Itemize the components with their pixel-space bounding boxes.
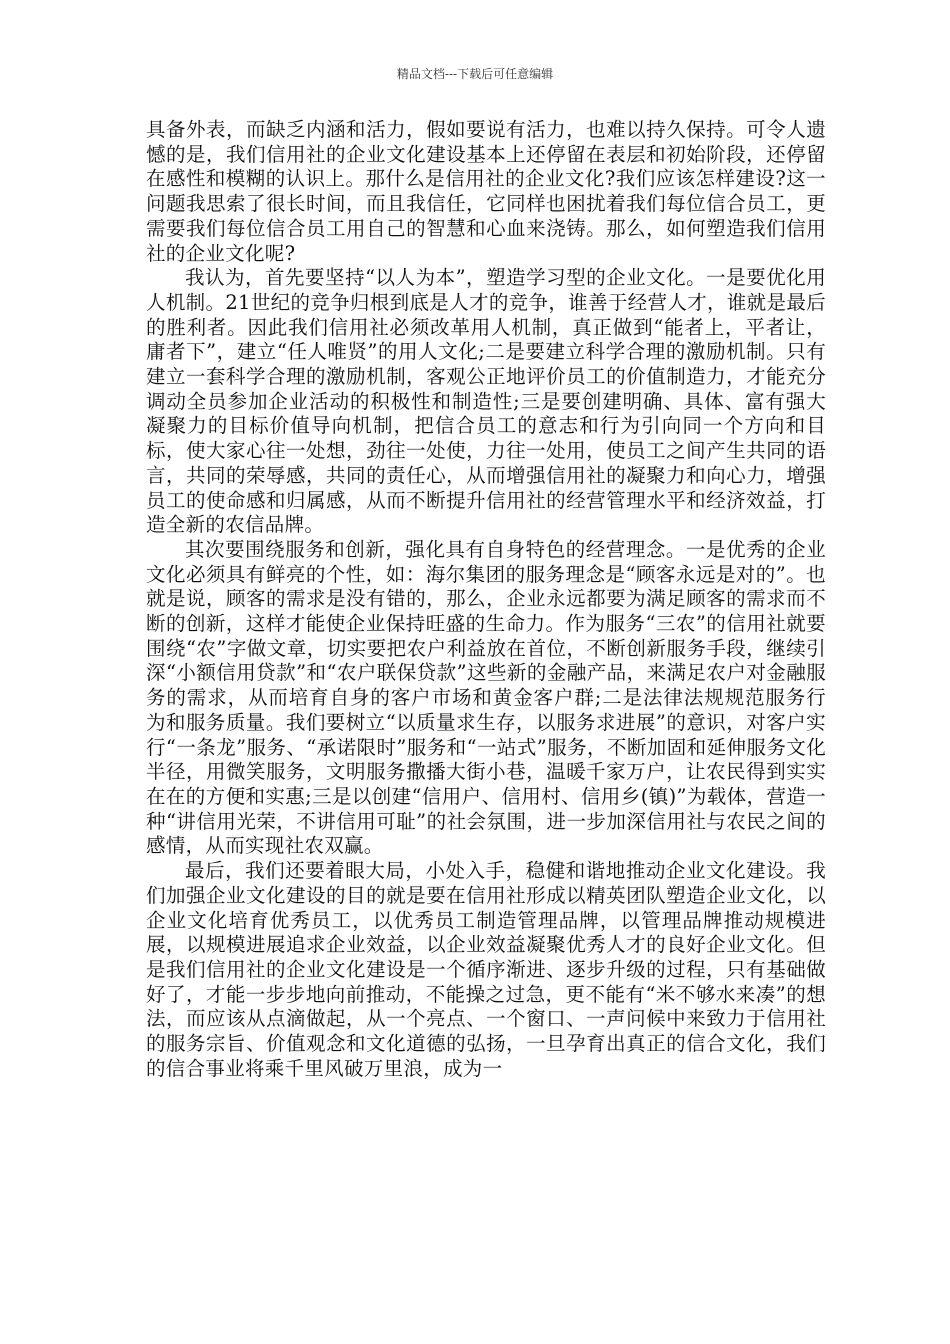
page-header: 精品文档---下载后可任意编辑 — [396, 67, 554, 81]
document-body — [146, 118, 826, 1081]
paragraph-2: 我认为，首先要坚持“以人为本”，塑造学习型的企业文化。一是要优化用人机制。21世纪的竞争归根到底是人才的竞争，谁善于经营人才，谁就是最后的胜利者。因此我们信用社必须改革用人机制，真正做到“能者上，平者让，庸者下”，建立“任人唯贤”的用人文化;二是要建立科学合理的激励机制。只有建立一套科学合理的激励机制，客观公正地评价员工的价值制造力，才能充分调动全员参加企业活动的积极性和制造性;三是要创建明确、具体、富有强大凝聚力的目标价值导向机制，把信合员工的意志和行为引向同一个方向和目标，使大家心往一处想，劲往一处使，力往一处用，使员工之间产生共同的语言，共同的荣辱感，共同的责任心，从而增强信用社的凝聚力和向心力，增强员工的使命感和归属感，从而不断提升信用社的经营管理水平和经济效益，打造全新的农信品牌。 — [146, 266, 826, 537]
paragraph-3: 其次要围绕服务和创新，强化具有自身特色的经营理念。一是优秀的企业文化必须具有鲜亮的个性，如：海尔集团的服务理念是“顾客永远是对的”。也就是说，顾客的需求是没有错的，那么，企业永远都要为满足顾客的需求而不断的创新，这样才能使企业保持旺盛的生命力。作为服务“三农”的信用社就要围绕“农”字做文章，切实要把农户利益放在首位，不断创新服务手段，继续引深“小额信用贷款”和“农户联保贷款”这些新的金融产品，来满足农户对金融服务的需求，从而培育自身的客户市场和黄金客户群;二是法律法规规范服务行为和服务质量。我们要树立“以质量求生存，以服务求进展”的意识，对客户实行“一条龙”服务、“承诺限时”服务和“一站式”服务，不断加固和延伸服务文化半径，用微笑服务，文明服务撒播大街小巷，温暖千家万户，让农民得到实实在在的方便和实惠;三是以创建“信用户、信用村、信用乡(镇)”为载体，营造一种“讲信用光荣，不讲信用可耻”的社会氛围，进一步加深信用社与农民之间的感情，从而实现社农双赢。 — [146, 537, 826, 858]
paragraph-1: 具备外表，而缺乏内涵和活力，假如要说有活力，也难以持久保持。可令人遗憾的是，我们信用社的企业文化建设基本上还停留在表层和初始阶段，还停留在感性和模糊的认识上。那什么是信用社的企业文化?我们应该怎样建设?这一问题我思索了很长时间，而且我信任，它同样也困扰着我们每位信合员工，更需要我们每位信合员工用自己的智慧和心血来浇铸。那么，如何塑造我们信用社的企业文化呢? — [146, 118, 826, 265]
paragraph-4: 最后，我们还要着眼大局，小处入手，稳健和谐地推动企业文化建设。我们加强企业文化建设的目的就是要在信用社形成以精英团队塑造企业文化，以企业文化培育优秀员工，以优秀员工制造管理品牌，以管理品牌推动规模进展，以规模进展追求企业效益，以企业效益凝聚优秀人才的良好企业文化。但是我们信用社的企业文化建设是一个循序渐进、逐步升级的过程，只有基础做好了，才能一步步地向前推动，不能操之过急，更不能有“米不够水来凑”的想法，而应该从点滴做起，从一个亮点、一个窗口、一声问候中来致力于信用社的服务宗旨、价值观念和文化道德的弘扬，一旦孕育出真正的信合文化，我们的信合事业将乘千里风破万里浪，成为一 — [146, 859, 826, 1080]
